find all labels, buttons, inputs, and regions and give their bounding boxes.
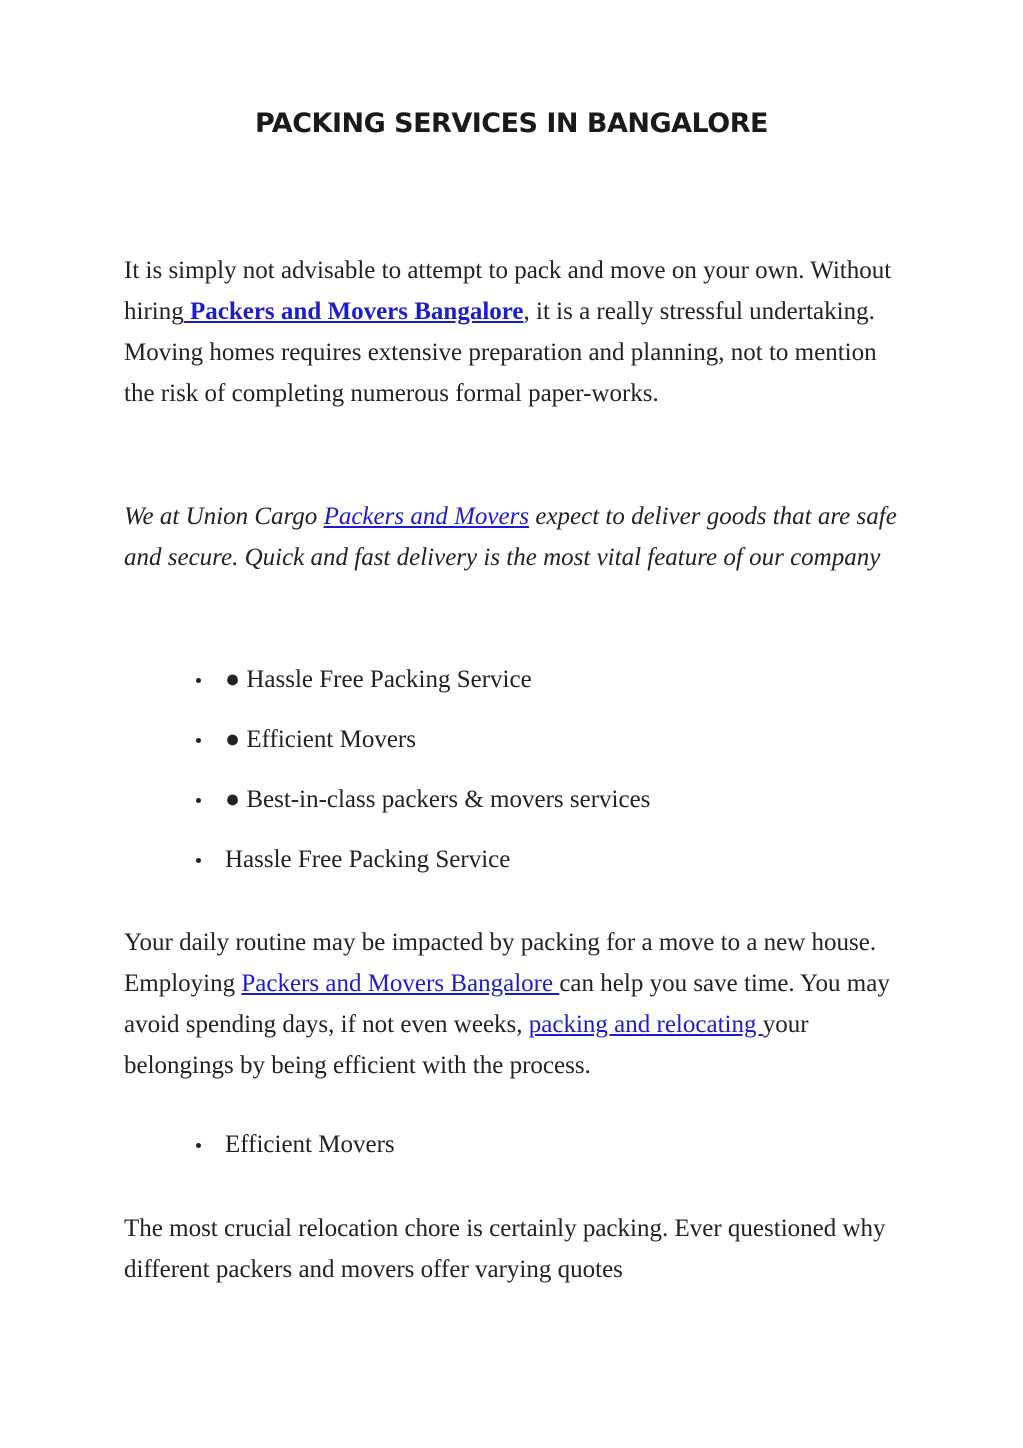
packers-movers-link[interactable]: Packers and Movers [323,503,530,530]
bullet-icon [196,678,201,683]
company-paragraph [124,496,904,578]
list-item-text: ● Efficient Movers [225,726,416,753]
intro-paragraph [124,250,904,414]
list-item-text: ● Best-in-class packers & movers services [225,786,651,813]
list-item [124,785,904,845]
efficient-list [124,1130,904,1190]
packers-movers-bangalore-link-2[interactable]: Packers and Movers Bangalore [241,970,560,997]
page-title: PACKING SERVICES IN BANGALORE [255,108,768,139]
bullet-icon [196,798,201,803]
packing-relocating-link[interactable]: packing and relocating [528,1011,763,1038]
list-item-text: ● Hassle Free Packing Service [225,666,532,693]
services-list [124,665,904,905]
routine-text-b: can help you save time. You may avoid spending days, if not even weeks, [124,970,890,1038]
bullet-icon [196,858,201,863]
list-item [124,845,904,905]
bullet-icon [196,738,201,743]
routine-paragraph [124,922,904,1086]
efficient-list-block [124,1130,904,1190]
list-item [124,665,904,725]
list-item [124,725,904,785]
list-item-text: Efficient Movers [225,1131,395,1158]
intro-text-b: , it is a really stressful undertaking. Moving homes requires extensive preparation and planning, not to mention the risk of completing numerous formal paper-works. [124,298,877,407]
list-item [124,1130,904,1190]
bullet-icon [196,1143,201,1148]
list-item-text: Hassle Free Packing Service [225,846,511,873]
company-text-b: expect to deliver goods that are safe and secure. Quick and fast delivery is the most vital feature of our company [124,503,897,571]
intro-text-a: It is simply not advisable to attempt to pack and move on your own. Without hiring [124,257,892,325]
routine-text-c: your belongings by being efficient with the process. [124,1011,809,1079]
packing-paragraph [124,1208,904,1290]
company-text-a: We at Union Cargo [124,503,324,530]
routine-text-a: Your daily routine may be impacted by packing for a move to a new house. Employing [124,929,877,997]
services-list-block [124,665,904,905]
packers-movers-bangalore-link[interactable]: Packers and Movers Bangalore [183,298,524,325]
packing-text: The most crucial relocation chore is certainly packing. Ever questioned why different packers and movers offer varying quotes [124,1215,886,1283]
